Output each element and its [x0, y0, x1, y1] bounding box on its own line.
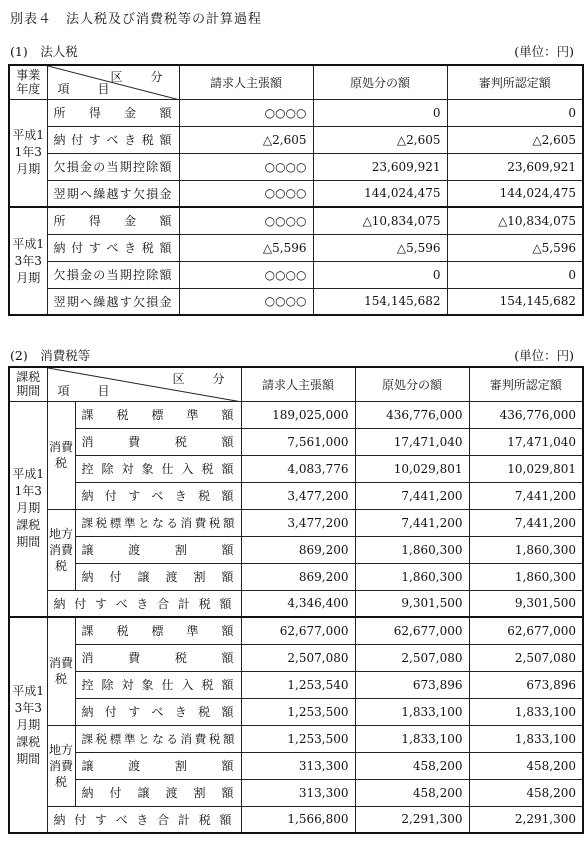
table-row [9, 671, 583, 698]
amount-cell: △10,834,075 [447, 207, 583, 234]
claim-amount-header: 請求人主張額 [241, 367, 355, 401]
amount-cell: △2,605 [447, 126, 583, 153]
table-row [9, 288, 583, 315]
tribunal-amount-header: 審判所認定額 [469, 367, 583, 401]
table-row [9, 126, 583, 153]
amount-cell: ○○○○ [179, 99, 313, 126]
amount-cell: 1,860,300 [355, 563, 469, 590]
item-label: 課税標準額 [75, 617, 241, 644]
amount-cell: 17,471,040 [469, 428, 583, 455]
amount-cell: 1,253,500 [241, 725, 355, 752]
amount-cell: 7,561,000 [241, 428, 355, 455]
amount-cell: 23,609,921 [447, 153, 583, 180]
item-label: 譲渡割額 [75, 536, 241, 563]
table-row [9, 752, 583, 779]
table-row [9, 99, 583, 126]
item-label: 納付すべき税額 [47, 234, 179, 261]
item-label: 納付すべき税額 [75, 482, 241, 509]
amount-cell: 7,441,200 [469, 482, 583, 509]
amount-cell: 9,301,500 [469, 590, 583, 617]
amount-cell: 4,083,776 [241, 455, 355, 482]
amount-cell: ○○○○ [179, 261, 313, 288]
item-label: 納付譲渡割額 [75, 779, 241, 806]
amount-cell: 1,566,800 [241, 806, 355, 833]
original-amount-header: 原処分の額 [313, 65, 447, 99]
amount-cell: 436,776,000 [469, 401, 583, 428]
period-header: 課税期間 [9, 367, 47, 401]
amount-cell: 436,776,000 [355, 401, 469, 428]
table-row [9, 234, 583, 261]
koumoku-label: 項 目 [57, 383, 118, 398]
item-label: 欠損金の当期控除額 [47, 153, 179, 180]
table-row [9, 482, 583, 509]
amount-cell: △2,605 [179, 126, 313, 153]
amount-cell: 869,200 [241, 536, 355, 563]
amount-cell: 1,860,300 [469, 563, 583, 590]
item-label: 所得金額 [47, 207, 179, 234]
amount-cell: △10,834,075 [313, 207, 447, 234]
table-row [9, 180, 583, 207]
item-label: 翌期へ繰越す欠損金 [47, 288, 179, 315]
item-label: 控除対象仕入税額 [75, 671, 241, 698]
amount-cell: 7,441,200 [355, 509, 469, 536]
category-consumption-tax: 消費税 [47, 401, 75, 509]
table-row [9, 401, 583, 428]
section2-unit: (単位：円) [514, 348, 574, 363]
item-label: 課税標準となる消費税額 [75, 509, 241, 536]
period-header: 事業年度 [9, 65, 47, 99]
amount-cell: 1,833,100 [469, 725, 583, 752]
table-row [9, 698, 583, 725]
koumoku-label: 項 目 [57, 81, 118, 96]
amount-cell: 2,507,080 [469, 644, 583, 671]
amount-cell: 1,833,100 [469, 698, 583, 725]
amount-cell: 1,833,100 [355, 698, 469, 725]
total-label: 納付すべき合計税額 [47, 590, 241, 617]
amount-cell: ○○○○ [179, 288, 313, 315]
item-label: 翌期へ繰越す欠損金 [47, 180, 179, 207]
kubun-koumoku-header [47, 65, 179, 99]
table-row [9, 644, 583, 671]
amount-cell: 10,029,801 [469, 455, 583, 482]
item-label: 控除対象仕入税額 [75, 455, 241, 482]
amount-cell: 2,291,300 [469, 806, 583, 833]
amount-cell: 144,024,475 [447, 180, 583, 207]
category-consumption-tax: 消費税 [47, 617, 75, 725]
item-label: 納付譲渡割額 [75, 563, 241, 590]
period-cell: 平成13年3月期 [9, 207, 47, 315]
amount-cell: 0 [447, 261, 583, 288]
amount-cell: 62,677,000 [469, 617, 583, 644]
amount-cell: 458,200 [355, 752, 469, 779]
kubun-label: 区 分 [110, 70, 171, 84]
amount-cell: 2,507,080 [355, 644, 469, 671]
table-row [9, 725, 583, 752]
amount-cell: 1,833,100 [355, 725, 469, 752]
total-row [9, 590, 583, 617]
amount-cell: 7,441,200 [469, 509, 583, 536]
table-row [9, 261, 583, 288]
table-row [9, 455, 583, 482]
amount-cell: 458,200 [355, 779, 469, 806]
item-label: 課税標準額 [75, 401, 241, 428]
amount-cell: 3,477,200 [241, 509, 355, 536]
period-cell: 平成11年3月期課税期間 [9, 401, 47, 617]
amount-cell: 62,677,000 [355, 617, 469, 644]
total-label: 納付すべき合計税額 [47, 806, 241, 833]
table-row [9, 428, 583, 455]
amount-cell: △5,596 [313, 234, 447, 261]
table-row [9, 617, 583, 644]
amount-cell: 3,477,200 [241, 482, 355, 509]
amount-cell: 673,896 [355, 671, 469, 698]
amount-cell: 1,860,300 [355, 536, 469, 563]
amount-cell: ○○○○ [179, 153, 313, 180]
amount-cell: 1,860,300 [469, 536, 583, 563]
corporate-tax-table [8, 64, 584, 316]
table-row [9, 536, 583, 563]
total-row [9, 806, 583, 833]
tribunal-amount-header: 審判所認定額 [447, 65, 583, 99]
item-label: 課税標準となる消費税額 [75, 725, 241, 752]
amount-cell: 17,471,040 [355, 428, 469, 455]
amount-cell: △2,605 [313, 126, 447, 153]
item-label: 納付すべき税額 [47, 126, 179, 153]
section2-heading: (2) 消費税等 [10, 348, 91, 363]
amount-cell: 2,291,300 [355, 806, 469, 833]
kubun-koumoku-header [47, 367, 241, 401]
amount-cell: 458,200 [469, 752, 583, 779]
amount-cell: 0 [313, 99, 447, 126]
amount-cell: 313,300 [241, 779, 355, 806]
amount-cell: △5,596 [447, 234, 583, 261]
item-label: 所得金額 [47, 99, 179, 126]
item-label: 消費税額 [75, 428, 241, 455]
category-local-consumption-tax: 地方消費税 [47, 509, 75, 590]
amount-cell: 154,145,682 [447, 288, 583, 315]
original-amount-header: 原処分の額 [355, 367, 469, 401]
table-row [9, 509, 583, 536]
amount-cell: 7,441,200 [355, 482, 469, 509]
amount-cell: ○○○○ [179, 207, 313, 234]
amount-cell: 189,025,000 [241, 401, 355, 428]
amount-cell: ○○○○ [179, 180, 313, 207]
section1-heading: (1) 法人税 [10, 44, 78, 59]
section1-unit: (単位：円) [514, 44, 574, 59]
amount-cell: 154,145,682 [313, 288, 447, 315]
amount-cell: 313,300 [241, 752, 355, 779]
item-label: 欠損金の当期控除額 [47, 261, 179, 288]
amount-cell: 10,029,801 [355, 455, 469, 482]
category-local-consumption-tax: 地方消費税 [47, 725, 75, 806]
amount-cell: 0 [313, 261, 447, 288]
amount-cell: 62,677,000 [241, 617, 355, 644]
amount-cell: △5,596 [179, 234, 313, 261]
table-row [9, 779, 583, 806]
item-label: 納付すべき税額 [75, 698, 241, 725]
consumption-tax-table [8, 366, 584, 834]
amount-cell: 23,609,921 [313, 153, 447, 180]
amount-cell: 0 [447, 99, 583, 126]
period-cell: 平成11年3月期 [9, 99, 47, 207]
amount-cell: 1,253,500 [241, 698, 355, 725]
document-title: 別表４ 法人税及び消費税等の計算過程 [10, 12, 263, 27]
period-cell: 平成13年3月期課税期間 [9, 617, 47, 833]
table-row [9, 207, 583, 234]
kubun-label: 区 分 [172, 372, 233, 386]
table-row [9, 563, 583, 590]
amount-cell: 2,507,080 [241, 644, 355, 671]
amount-cell: 869,200 [241, 563, 355, 590]
item-label: 消費税額 [75, 644, 241, 671]
claim-amount-header: 請求人主張額 [179, 65, 313, 99]
item-label: 譲渡割額 [75, 752, 241, 779]
amount-cell: 1,253,540 [241, 671, 355, 698]
amount-cell: 673,896 [469, 671, 583, 698]
amount-cell: 9,301,500 [355, 590, 469, 617]
amount-cell: 144,024,475 [313, 180, 447, 207]
table-row [9, 153, 583, 180]
amount-cell: 4,346,400 [241, 590, 355, 617]
amount-cell: 458,200 [469, 779, 583, 806]
